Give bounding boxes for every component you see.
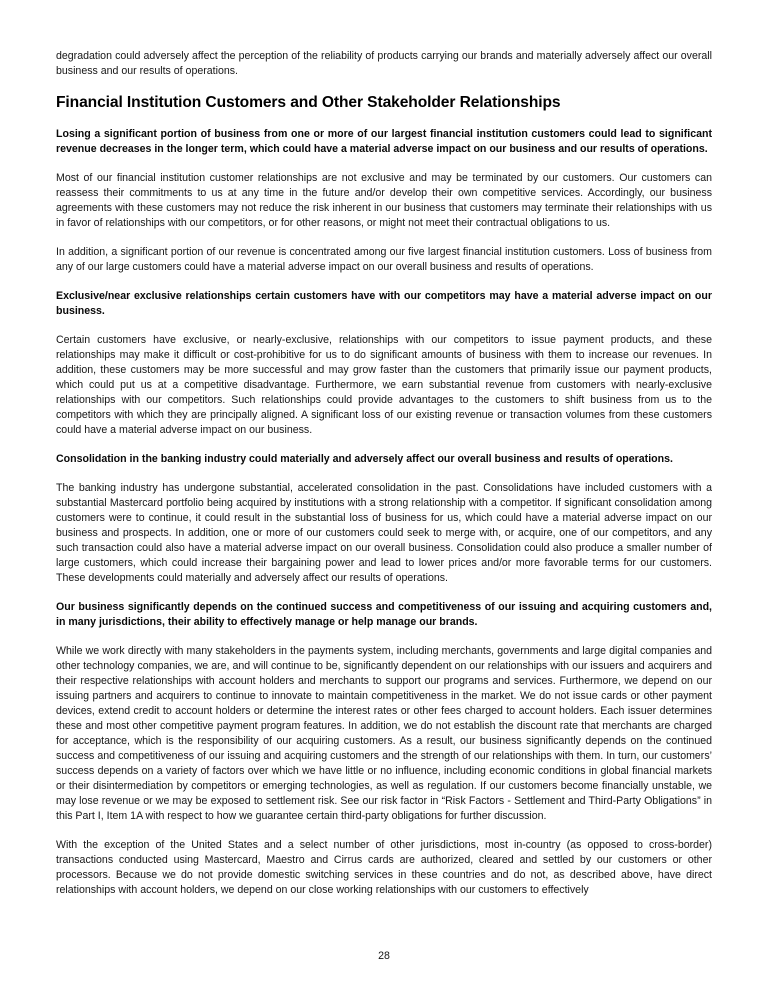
risk-heading-exclusive-relationships: Exclusive/near exclusive relationships certain customers have with our competitors may have a material adverse impact on our business. [56, 290, 712, 317]
paragraph: With the exception of the United States and a select number of other jurisdictions, most in-country (as opposed to cross-border) transactions conducted using Mastercard, Maestro and Cirrus cards are authorized, cleared and settled by our customers or other processors. Because we do not provide domestic switching services in these countries and do not, as described above, have direct relationships with account holders, we depend on our close working relationships with our customers to effectively [56, 839, 712, 896]
paragraph: While we work directly with many stakeholders in the payments system, including merchants, governments and large digital companies and other technology companies, we are, and will continue to be, significantly dependent on our relationships with our issuers and acquirers and their respective relationships with account holders and merchants to support our programs and services. Furthermore, we depend on our issuing partners and acquirers to continue to innovate to maintain competitiveness in the market. We do not issue cards or other payment devices, extend credit to account holders or determine the interest rates or other fees charged to account holders. Each issuer determines these and most other competitive payment program features. In addition, we do not establish the discount rate that merchants are charged for acceptance, which is the responsibility of our acquiring customers. As a result, our business significantly depends on the continued success and competitiveness of our issuing and acquiring customers and the strength of our relationships with them. In turn, our customers’ success depends on a variety of factors over which we have little or no influence, including economic conditions in global financial markets or their disintermediation by competitors or emerging technologies, as well as regulation. If our customers become financially unstable, we may lose revenue or we may be exposed to settlement risk. See our risk factor in “Risk Factors - Settlement and Third-Party Obligations” in this Part I, Item 1A with respect to how we guarantee certain third-party obligations for further discussion. [56, 645, 712, 822]
paragraph-continuation: degradation could adversely affect the perception of the reliability of products carrying our brands and materially adversely affect our overall business and our results of operations. [56, 50, 712, 77]
risk-heading-banking-consolidation: Consolidation in the banking industry could materially and adversely affect our overall business and results of operations. [56, 453, 673, 465]
paragraph: Most of our financial institution customer relationships are not exclusive and may be terminated by our customers. Our customers can reassess their commitments to us at any time in the future and/or develop their own competitive services. Accordingly, our business agreements with these customers may not reduce the risk inherent in our business that customers may terminate their relationships with us in favor of relationships with our competitors, or for other reasons, or might not meet their contractual obligations to us. [56, 172, 712, 229]
page-number: 28 [378, 950, 390, 962]
section-heading: Financial Institution Customers and Other Stakeholder Relationships [56, 94, 561, 111]
risk-heading-losing-business: Losing a significant portion of business from one or more of our largest financial institution customers could lead to significant revenue decreases in the longer term, which could have a material adverse impact on our business and our results of operations. [56, 128, 712, 155]
paragraph: Certain customers have exclusive, or nearly-exclusive, relationships with our competitors to issue payment products, and these relationships may make it difficult or cost-prohibitive for us to do significant amounts of business with them to increase our revenues. In addition, these customers may be more successful and may grow faster than the customers that primarily issue our payment products, which could put us at a competitive disadvantage. Furthermore, we earn substantial revenue from customers with nearly-exclusive relationships with our competitors. Such relationships could provide advantages to the customers to shift business from us to the competitors with which they are principally aligned. A significant loss of our existing revenue or transaction volumes from these customers could have a material adverse impact on our business. [56, 334, 712, 436]
risk-heading-customer-success: Our business significantly depends on the continued success and competitiveness of our issuing and acquiring customers and, in many jurisdictions, their ability to effectively manage or help manage our brands. [56, 601, 712, 628]
paragraph: The banking industry has undergone substantial, accelerated consolidation in the past. Consolidations have included customers with a substantial Mastercard portfolio being acquired by institutions with a strong relationship with a competitor. If significant consolidation among customers were to continue, it could result in the substantial loss of business for us, which could have a material adverse impact on our business and prospects. In addition, one or more of our customers could seek to merge with, or acquire, one of our competitors, and any such transaction could also have a material adverse impact on our overall business. Consolidation could also produce a smaller number of large customers, which could increase their bargaining power and lead to lower prices and/or more favorable terms for our customers. These developments could materially and adversely affect our results of operations. [56, 482, 712, 584]
paragraph: In addition, a significant portion of our revenue is concentrated among our five largest financial institution customers. Loss of business from any of our large customers could have a material adverse impact on our overall business and results of operations. [56, 246, 712, 273]
